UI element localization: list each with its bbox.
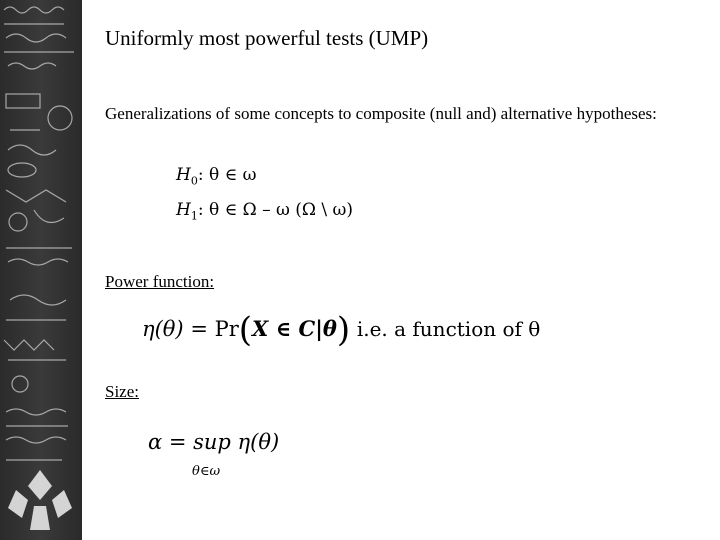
chalk-doodles [0,0,82,540]
left-paren: ( [238,310,253,350]
intro-text: Generalizations of some concepts to composite (null and) alternative hypotheses: [105,104,657,123]
size-lhs: α = sup η(θ) [148,430,280,454]
null-hypothesis [176,165,256,187]
power-function-equation [142,310,540,350]
h1-body: : θ ∈ Ω – ω (Ω \ ω) [197,200,354,220]
power-function-heading: Power function: [105,272,215,291]
university-logo-icon [8,470,72,530]
power-lhs: η(θ) [142,317,184,341]
h0-label: H [176,165,191,185]
h1-sub: 1 [190,209,198,223]
power-eq-sign: = Pr [190,317,239,341]
size-equation [148,430,308,490]
size-heading: Size: [105,382,139,401]
h1-label: H [176,200,191,220]
slide-title: Uniformly most powerful tests (UMP) [105,26,429,50]
right-paren: ) [336,310,351,350]
h0-sub: 0 [190,174,198,188]
h0-body: : θ ∈ ω [197,165,257,185]
alternative-hypothesis [176,200,353,222]
power-tail: i.e. a function of θ [356,317,541,341]
power-inner: X ∈ C|θ [252,316,337,341]
decorative-sidebar [0,0,82,540]
size-sub: θ∈ω [192,464,221,479]
